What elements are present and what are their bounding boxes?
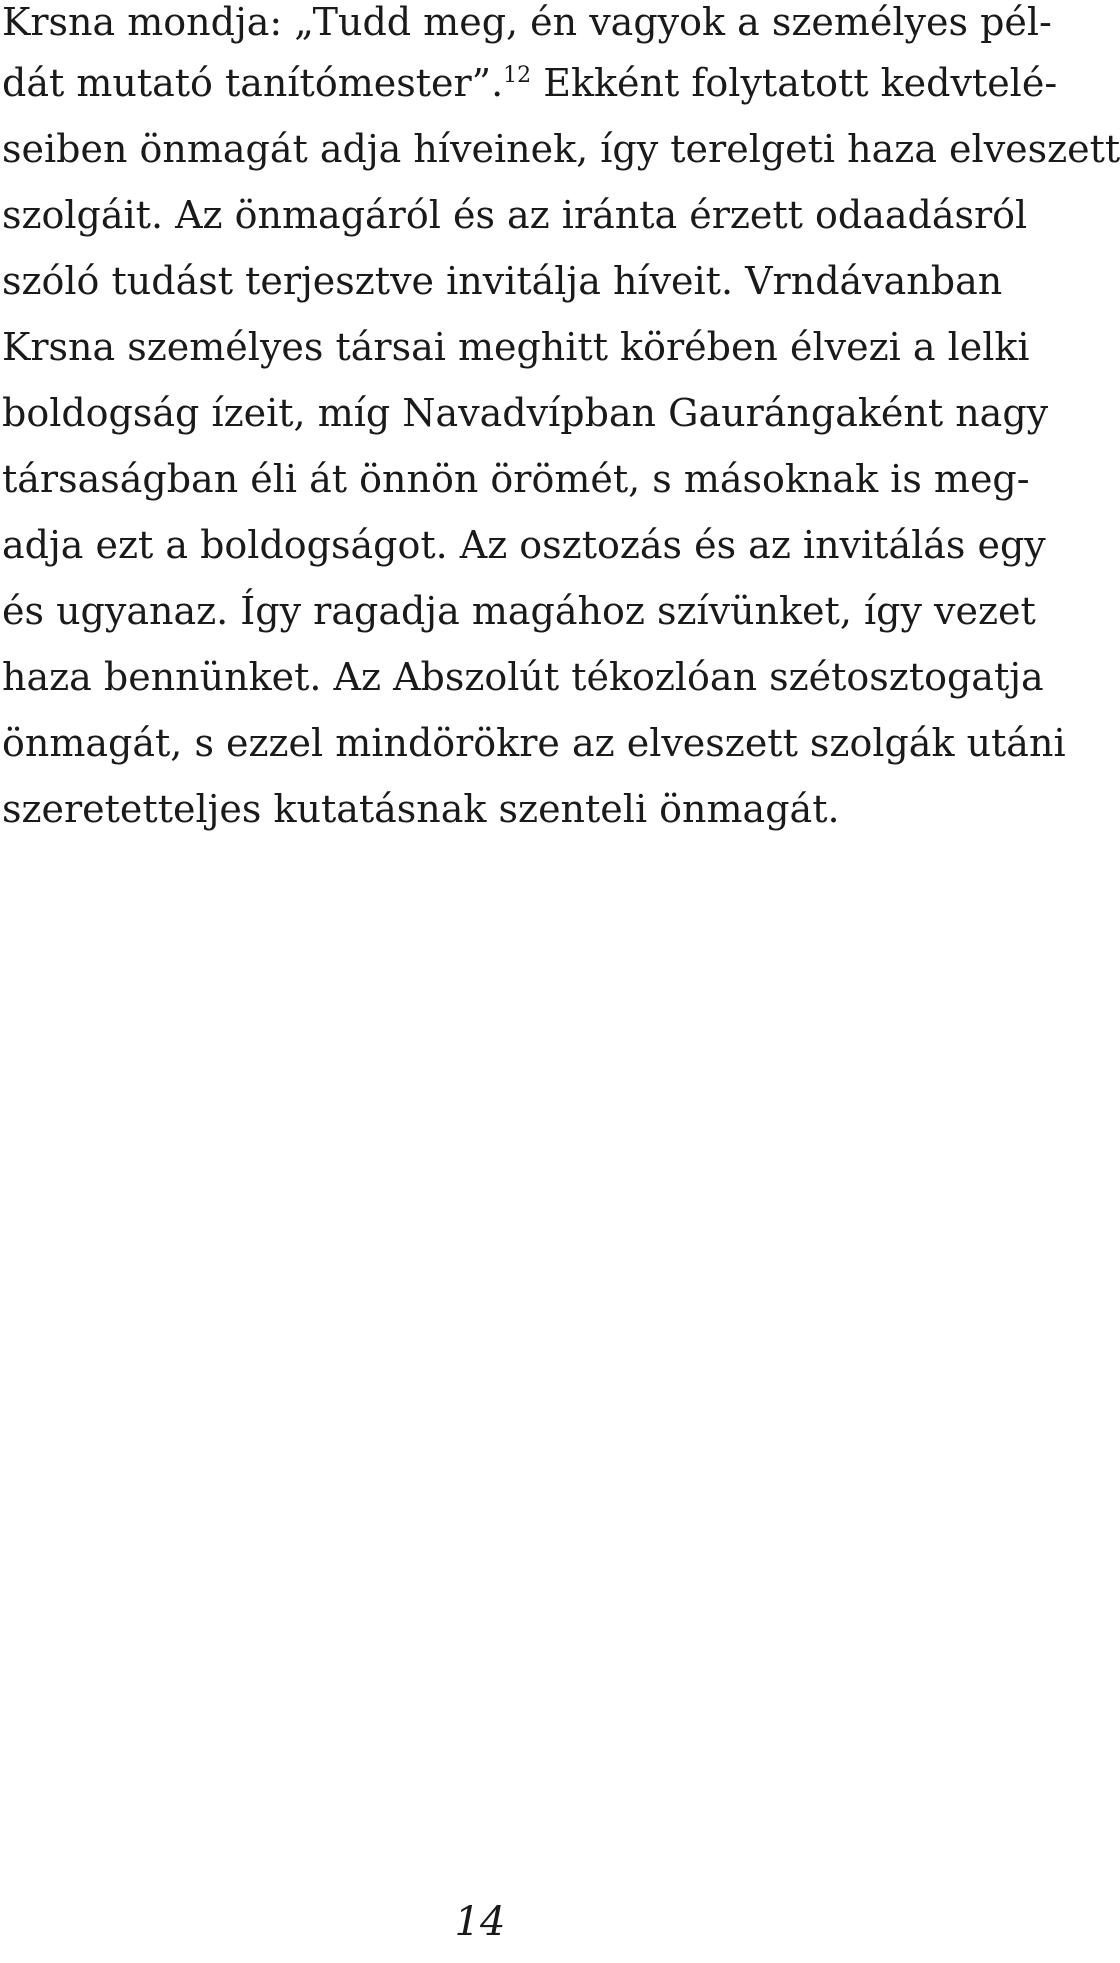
text-line: és ugyanaz. Így ragadja magához szívünket, így vezet [2,589,1036,633]
text-segment: dát mutató tanítómester”. [2,61,504,105]
footnote-reference[interactable]: 12 [503,63,532,88]
text-line: társaságban éli át önnön örömét, s másoknak is meg- [2,457,1030,501]
text-line: boldogság ízeit, míg Navadvípban Gaurángaként nagy [2,391,1049,435]
body-paragraph [2,0,1120,850]
text-line: szolgáit. Az önmagáról és az iránta érzett odaadásról [2,193,1028,237]
text-line [2,58,1058,124]
text-line: szeretetteljes kutatásnak szenteli önmagát. [2,787,840,831]
text-line: Krsna mondja: „Tudd meg, én vagyok a személyes pél- [2,0,1052,44]
text-line: haza bennünket. Az Abszolút tékozlóan szétosztogatja [2,655,1044,699]
text-line: önmagát, s ezzel mindörökre az elveszett szolgák utáni [2,721,1066,765]
text-segment: Ekként folytatott kedvtelé- [543,61,1058,105]
text-line: Krsna személyes társai meghitt körében élvezi a lelki [2,325,1030,369]
text-line: adja ezt a boldogságot. Az osztozás és az invitálás egy [2,523,1046,567]
text-line: seiben önmagát adja híveinek, így terelgeti haza elveszett [2,127,1120,171]
text-line: szóló tudást terjesztve invitálja híveit. Vrndávanban [2,259,1003,303]
page-number: 14 [454,1899,506,1945]
